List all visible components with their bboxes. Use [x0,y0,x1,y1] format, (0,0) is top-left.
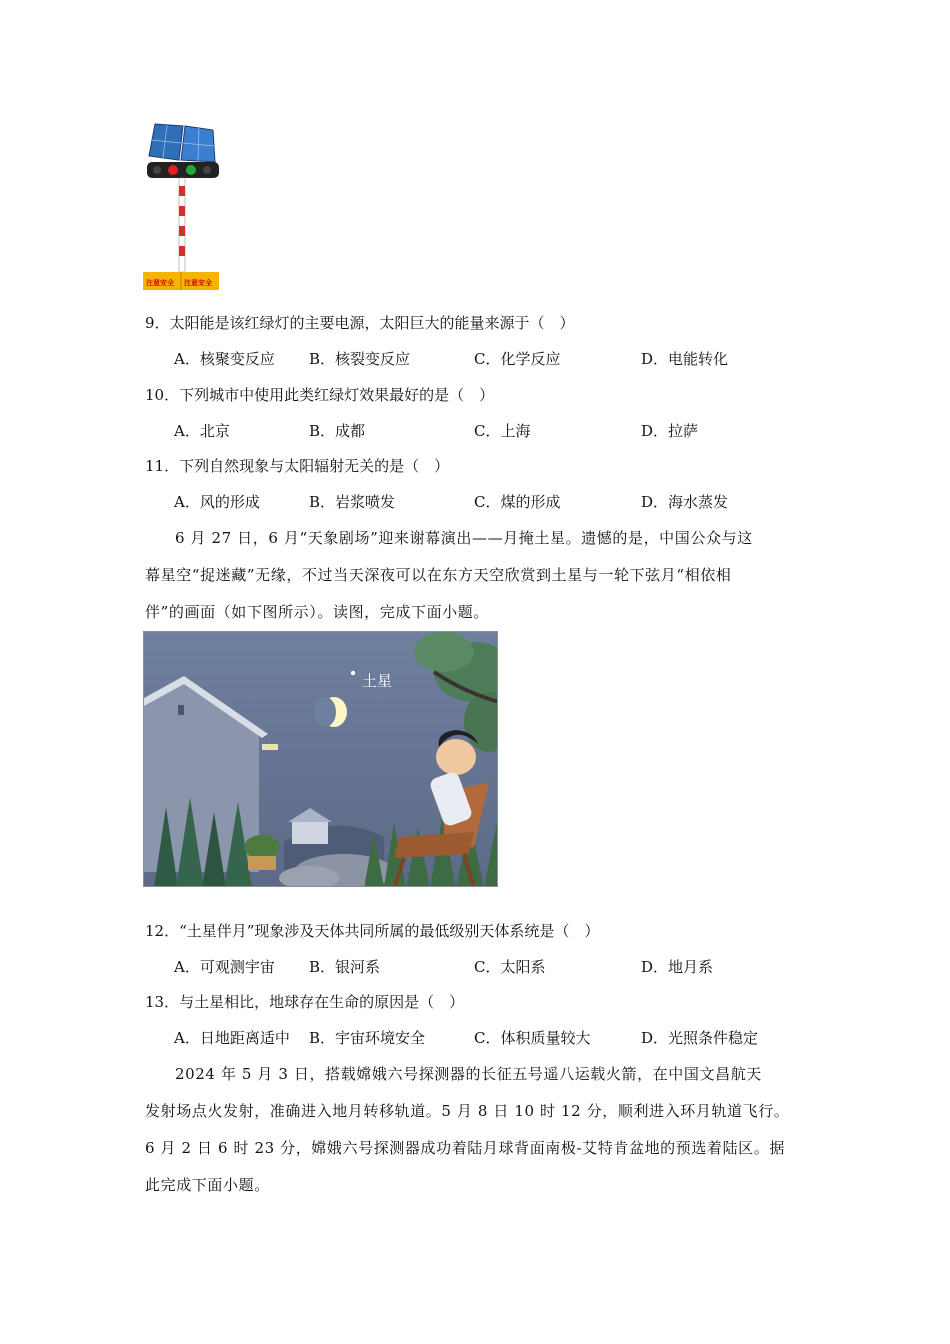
q9-option-d: D．电能转化 [641,350,729,368]
q11-option-a: A．风的形成 [174,493,260,511]
q13-option-b: B．宇宙环境安全 [309,1029,426,1047]
question-9-stem: 9．太阳能是该红绿灯的主要电源，太阳巨大的能量来源于（ ） [145,314,575,332]
sign-text-right: 注意安全 [184,279,212,287]
q13-option-d: D．光照条件稳定 [641,1029,759,1047]
question-13-stem: 13．与土星相比，地球存在生命的原因是（ ） [145,993,465,1011]
q13-option-c: C．体积质量较大 [474,1029,591,1047]
q12-option-c: C．太阳系 [474,958,546,976]
q10-option-a: A．北京 [174,422,230,440]
question-9-options [174,348,814,370]
question-10-options [174,420,814,442]
question-11-options [174,491,814,513]
q11-option-d: D．海水蒸发 [641,493,729,511]
passage-2-line-3: 6 月 2 日 6 时 23 分，嫦娥六号探测器成功着陆月球背面南极-艾特肯盆地的预选着陆区。据 [145,1139,785,1157]
q12-option-b: B．银河系 [309,958,381,976]
passage-1-line-2: 幕星空“捉迷藏”无缘，不过当天深夜可以在东方天空欣赏到土星与一轮下弦月“相依相 [145,566,732,584]
question-12-stem: 12．“土星伴月”现象涉及天体共同所属的最低级别天体系统是（ ） [145,922,600,940]
passage-1-line-3: 伴”的画面（如下图所示）。读图，完成下面小题。 [145,603,489,621]
saturn-moon-illustration [143,631,498,887]
sign-text-left: 注意安全 [146,279,174,287]
q12-option-a: A．可观测宇宙 [174,958,275,976]
q12-option-d: D．地月系 [641,958,714,976]
question-12-options [174,956,814,978]
passage-2-line-4: 此完成下面小题。 [145,1176,270,1194]
q9-option-b: B．核裂变反应 [309,350,411,368]
q9-option-a: A．核聚变反应 [174,350,275,368]
question-10-stem: 10．下列城市中使用此类红绿灯效果最好的是（ ） [145,386,495,404]
passage-1-line-1: 6 月 27 日，6 月“天象剧场”迎来谢幕演出——月掩土星。遗憾的是，中国公众与这 [175,529,753,547]
q11-option-c: C．煤的形成 [474,493,561,511]
q13-option-a: A．日地距离适中 [174,1029,290,1047]
saturn-label: 土星 [362,672,393,690]
q10-option-c: C．上海 [474,422,531,440]
question-11-stem: 11．下列自然现象与太阳辐射无关的是（ ） [145,457,450,475]
q10-option-d: D．拉萨 [641,422,699,440]
passage-2-line-1: 2024 年 5 月 3 日，搭载嫦娥六号探测器的长征五号遥八运载火箭，在中国文昌航天 [175,1065,762,1083]
saturn-dot [351,671,355,675]
q11-option-b: B．岩浆喷发 [309,493,396,511]
q10-option-b: B．成都 [309,422,366,440]
passage-2-line-2: 发射场点火发射，准确进入地月转移轨道。5 月 8 日 10 时 12 分，顺利进入环月轨道飞行。 [145,1102,790,1120]
solar-traffic-light-image [143,122,223,292]
question-13-options [174,1027,814,1049]
q9-option-c: C．化学反应 [474,350,561,368]
